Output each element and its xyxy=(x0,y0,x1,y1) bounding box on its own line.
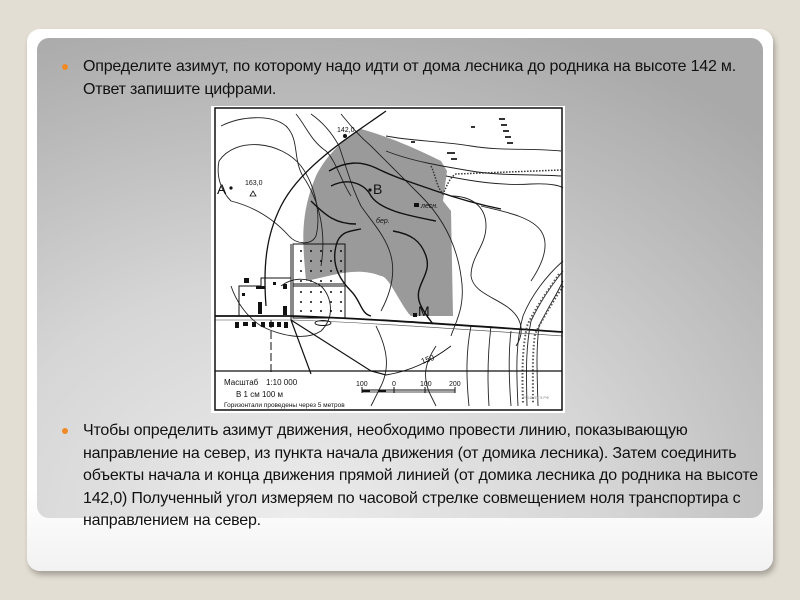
bullet-dot-icon xyxy=(62,64,68,70)
forester-house-icon xyxy=(414,203,419,207)
explanation-text: Чтобы определить азимут движения, необходимо провести линию, показывающую направление на север, из пункта начала движения (от домика лесника). Затем соединить объекты начала и конца движения прямой линией (от домика лесника до родника на высоте 142,0) Полученный угол измеряем по часовой стрелке совмещением ноля транспортира с направлением на север. xyxy=(83,422,759,529)
point-b-marker xyxy=(368,188,371,191)
watermark: РЕШУЕГЭ.РФ xyxy=(523,395,550,400)
svg-text:200: 200 xyxy=(449,381,461,388)
label-height-142: 142,0 xyxy=(337,127,355,134)
label-height-163: 163,0 xyxy=(245,180,263,187)
svg-text:100: 100 xyxy=(356,381,368,388)
topographic-map xyxy=(211,106,565,413)
label-birch: бер. xyxy=(376,218,390,225)
svg-text:100: 100 xyxy=(420,381,432,388)
spring-142-marker xyxy=(343,134,347,138)
map-drawing xyxy=(211,106,565,413)
label-point-a: A xyxy=(217,181,227,197)
label-point-b: B xyxy=(373,181,383,197)
question-text: Определите азимут, по которому надо идти от дома лесника до родника на высоте 142 м. Ответ запишите цифрами. xyxy=(83,58,736,98)
legend-contours-note: Горизонтали проведены через 5 метров xyxy=(224,402,345,409)
legend-scale-label: Масштаб xyxy=(224,378,259,387)
bullet-dot-icon xyxy=(62,428,68,434)
svg-text:0: 0 xyxy=(392,381,396,388)
scale-bar xyxy=(356,381,461,393)
point-m-marker xyxy=(413,313,417,317)
legend-scale-value: 1:10 000 xyxy=(266,378,298,387)
label-forester-house: лесн. xyxy=(421,203,439,210)
triangulation-point-icon xyxy=(250,191,256,196)
point-a-marker xyxy=(229,186,232,189)
label-point-m: M xyxy=(418,303,430,319)
legend-scale-note: В 1 см 100 м xyxy=(236,390,284,399)
label-contour-150: 150 xyxy=(419,353,436,367)
